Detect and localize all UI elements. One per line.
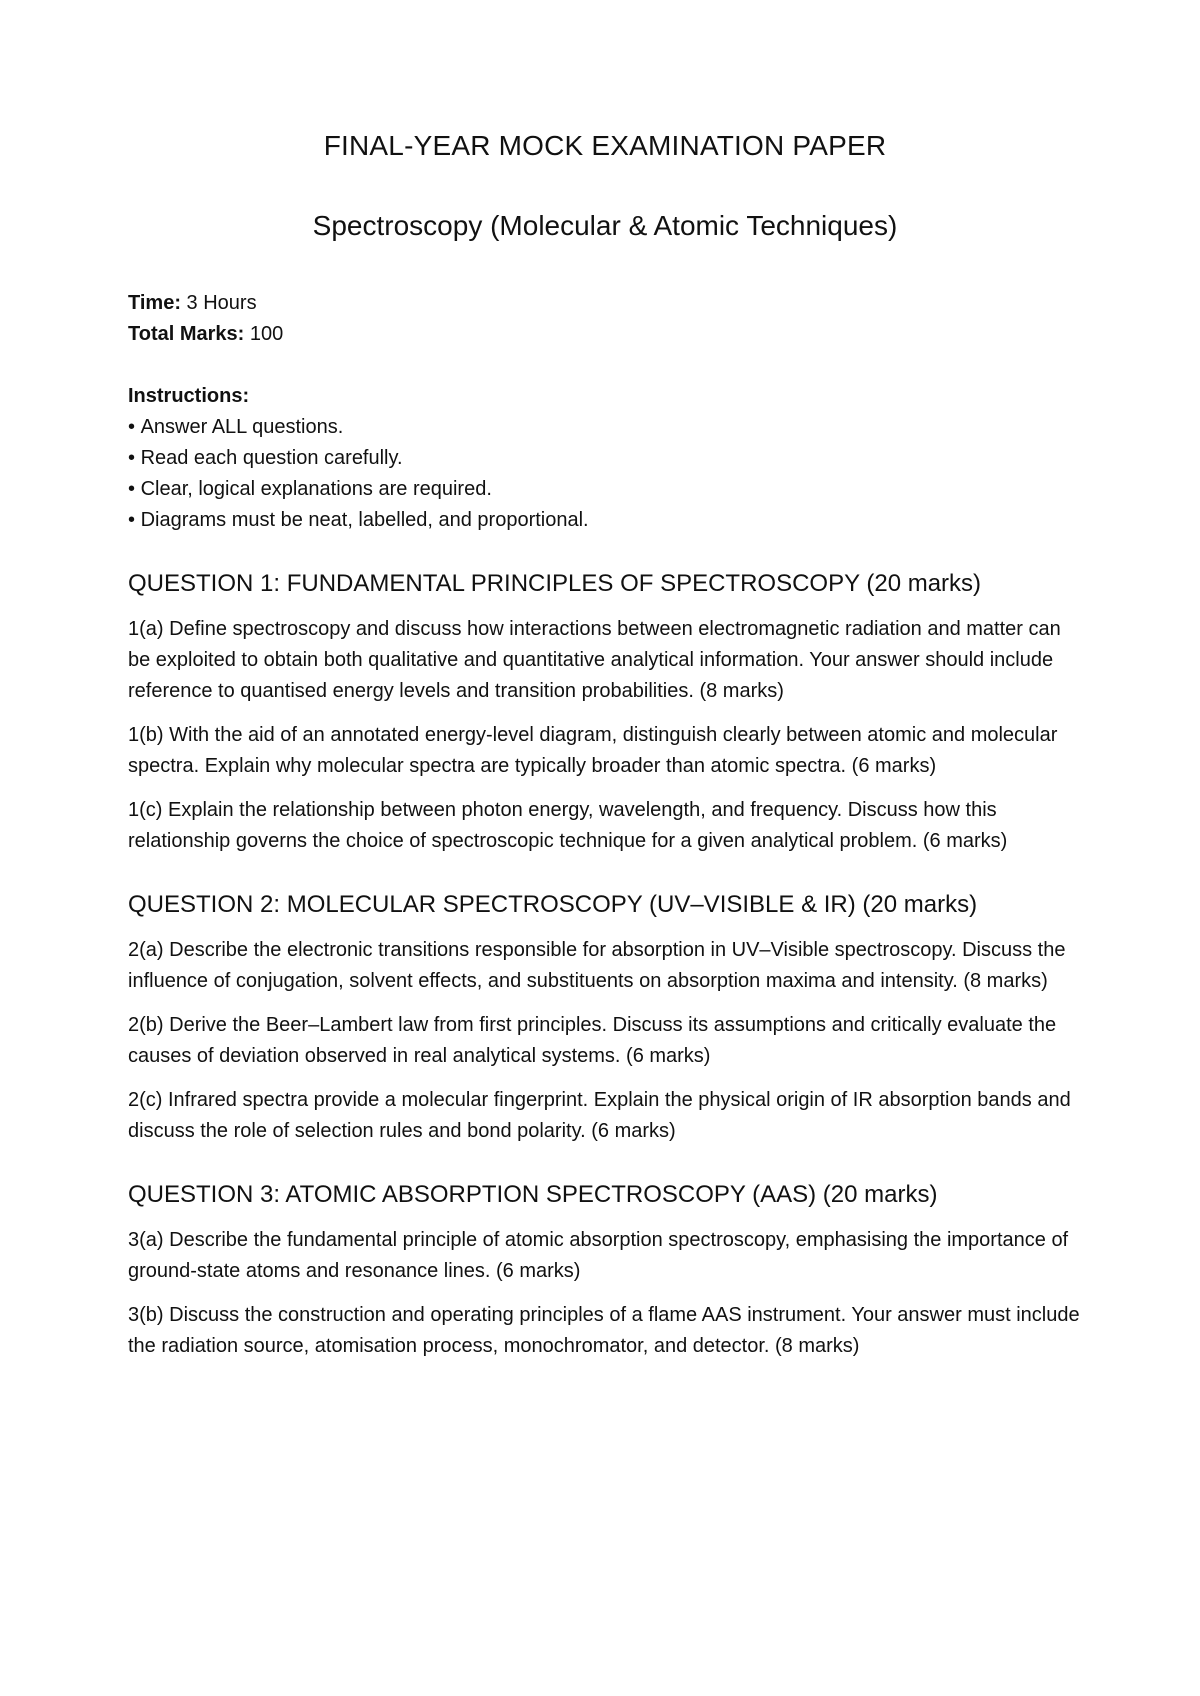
time-row <box>128 288 1082 319</box>
question-part: 3(b) Discuss the construction and operating principles of a flame AAS instrument. Your answer must include the radiation source, atomisation process, monochromator, and detector. (8 marks) <box>128 1304 1080 1357</box>
question-1 <box>128 568 1082 857</box>
page-title: FINAL-YEAR MOCK EXAMINATION PAPER <box>323 130 887 161</box>
time-label: Time: <box>128 292 181 314</box>
instruction-item: • Read each question carefully. <box>128 443 1082 474</box>
question-3 <box>128 1179 1082 1362</box>
total-marks-value: 100 <box>244 323 284 345</box>
question-part: 1(c) Explain the relationship between photon energy, wavelength, and frequency. Discuss how this relationship governs the choice of spectroscopic technique for a given analytical problem. (6 marks) <box>128 799 1008 852</box>
question-part: 2(b) Derive the Beer–Lambert law from first principles. Discuss its assumptions and critically evaluate the causes of deviation observed in real analytical systems. (6 marks) <box>128 1014 1057 1067</box>
instruction-item: • Answer ALL questions. <box>128 412 1082 443</box>
question-2 <box>128 889 1082 1147</box>
question-heading: QUESTION 1: FUNDAMENTAL PRINCIPLES OF SPECTROSCOPY (20 marks) <box>128 570 982 597</box>
question-part: 3(a) Describe the fundamental principle of atomic absorption spectroscopy, emphasising the importance of ground-state atoms and resonance lines. (6 marks) <box>128 1229 1069 1282</box>
instruction-item: • Diagrams must be neat, labelled, and proportional. <box>128 505 1082 536</box>
page-subtitle: Spectroscopy (Molecular & Atomic Techniques) <box>312 210 898 241</box>
instructions-heading: Instructions: <box>128 385 250 407</box>
time-value: 3 Hours <box>180 292 257 314</box>
instructions-block <box>128 381 1082 536</box>
instructions-list <box>128 412 1082 536</box>
instruction-item: • Clear, logical explanations are required. <box>128 474 1082 505</box>
exam-meta <box>128 288 1082 350</box>
question-part: 1(a) Define spectroscopy and discuss how interactions between electromagnetic radiation and matter can be exploited to obtain both qualitative and quantitative analytical information. Your answer should include reference to quantised energy levels and transition probabilities. (8 marks) <box>128 618 1061 702</box>
question-part: 2(c) Infrared spectra provide a molecular fingerprint. Explain the physical origin of IR absorption bands and discuss the role of selection rules and bond polarity. (6 marks) <box>128 1089 1071 1142</box>
question-heading: QUESTION 3: ATOMIC ABSORPTION SPECTROSCOPY (AAS) (20 marks) <box>128 1181 938 1208</box>
total-marks-row <box>128 319 1082 350</box>
question-heading: QUESTION 2: MOLECULAR SPECTROSCOPY (UV–VISIBLE & IR) (20 marks) <box>128 891 978 918</box>
question-part: 2(a) Describe the electronic transitions responsible for absorption in UV–Visible spectroscopy. Discuss the influence of conjugation, solvent effects, and substituents on absorption maxima and intensity. (8 marks) <box>128 939 1066 992</box>
question-part: 1(b) With the aid of an annotated energy-level diagram, distinguish clearly between atomic and molecular spectra. Explain why molecular spectra are typically broader than atomic spectra. (6 marks) <box>128 724 1058 777</box>
total-marks-label: Total Marks: <box>128 323 245 345</box>
